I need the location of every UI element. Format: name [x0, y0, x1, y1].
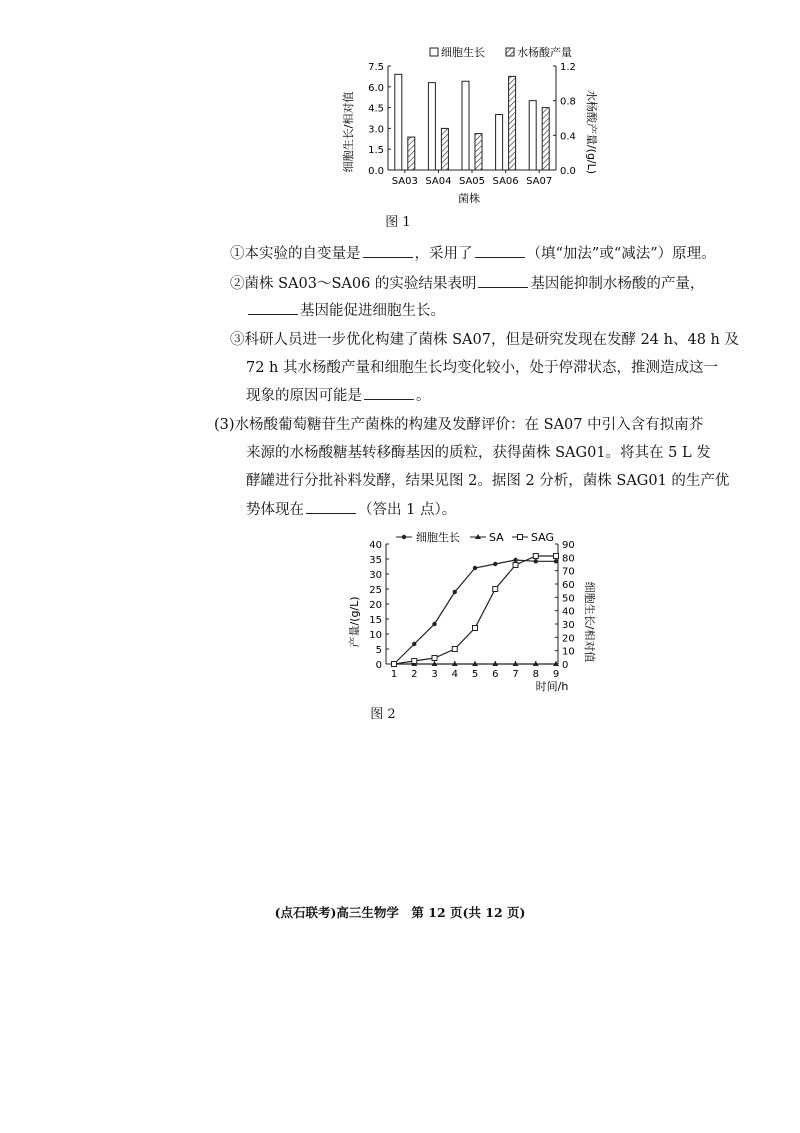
legend-swatch-sa-yield: [506, 48, 514, 56]
figure-2-y-right-label: 细胞生长/相对值: [583, 581, 596, 663]
figure-1-bar-chart: [338, 40, 598, 210]
y-left-tick-label: 4.5: [368, 103, 384, 115]
point-cell-growth: [513, 558, 517, 562]
figure-2-legend: [396, 530, 554, 544]
y-left-tick-label: 30: [369, 570, 382, 581]
q1-text-c: （填“加法”或“减法”）原理。: [526, 246, 716, 262]
point-sag: [554, 554, 559, 559]
bar-cell-growth: [428, 83, 435, 170]
p3-text-d: 势体现在: [246, 502, 304, 518]
answer-blank[interactable]: [364, 385, 414, 400]
point-sag: [513, 563, 518, 568]
bar-cell-growth: [395, 74, 402, 170]
x-tick-label: SA04: [425, 176, 452, 187]
y-right-tick-label: 1.2: [560, 62, 576, 73]
y-left-tick-label: 25: [369, 585, 382, 596]
x-tick-label: 1: [390, 669, 398, 680]
q3-text-b: 72 h 其水杨酸产量和细胞生长均变化较小，处于停滞状态，推测造成这一: [246, 360, 719, 376]
y-right-tick-label: 20: [562, 633, 575, 645]
y-left-tick-label: 35: [369, 555, 382, 566]
x-tick-label: 4: [451, 669, 458, 680]
q3-text-a: ③科研人员进一步优化构建了菌株 SA07，但是研究发现在发酵 24 h、48 h 及: [230, 332, 739, 348]
part-3-line-3: [246, 471, 729, 491]
bar-cell-growth: [529, 101, 536, 170]
y-left-tick-label: 1.5: [368, 145, 384, 157]
legend-label-cell-growth: 细胞生长: [416, 531, 460, 544]
figure-1-bars: [395, 74, 549, 170]
x-tick-label: 7: [512, 669, 519, 680]
legend-marker-cell-growth: [402, 535, 406, 539]
x-tick-label: 2: [411, 669, 418, 680]
answer-blank[interactable]: [306, 499, 356, 514]
y-left-tick-label: 7.5: [368, 62, 384, 73]
figure-2-series: [391, 554, 559, 667]
q2-text-b: 基因能抑制水杨酸的产量，: [530, 276, 705, 292]
point-cell-growth: [493, 562, 497, 566]
page-footer: (点石联考)高三生物学 第 12 页(共 12 页): [274, 905, 526, 920]
x-tick-label: 6: [492, 669, 499, 680]
x-tick-label: 8: [532, 669, 539, 680]
p3-text-e: （答出 1 点）。: [358, 502, 457, 518]
x-tick-label: SA05: [458, 176, 486, 187]
part-3-line-4: [246, 499, 456, 520]
y-left-tick-label: 15: [369, 615, 382, 626]
point-sag: [392, 662, 397, 667]
q3-text-d: 。: [416, 388, 431, 404]
q2-text-c: 基因能促进细胞生长。: [300, 303, 445, 319]
x-tick-label: 5: [471, 669, 479, 680]
x-tick-label: SA07: [526, 176, 553, 187]
y-right-tick-label: 0.8: [560, 96, 576, 108]
figure-1-legend: [430, 45, 572, 59]
x-tick-label: SA03: [391, 176, 418, 187]
bar-sa-yield: [509, 76, 516, 170]
answer-blank[interactable]: [475, 243, 525, 258]
point-cell-growth: [554, 559, 558, 563]
x-tick-label: SA06: [492, 176, 519, 187]
question-2-line-2: [246, 300, 445, 321]
y-right-tick-label: 0.4: [560, 131, 576, 143]
point-sag: [432, 656, 437, 661]
legend-marker-sag: [518, 535, 523, 540]
y-right-tick-label: 80: [562, 553, 575, 565]
answer-blank[interactable]: [478, 273, 528, 288]
bar-sa-yield: [542, 108, 549, 170]
y-right-tick-label: 30: [562, 620, 575, 631]
figure-1-caption: 图 1: [385, 215, 411, 230]
bar-cell-growth: [462, 81, 469, 170]
answer-blank[interactable]: [248, 300, 298, 315]
bar-sa-yield: [441, 128, 448, 170]
figure-2-x-label: 时间/h: [535, 680, 569, 693]
y-left-tick-label: 10: [369, 630, 382, 641]
y-right-tick-label: 50: [562, 593, 575, 605]
q3-text-c: 现象的原因可能是: [246, 388, 362, 404]
y-right-tick-label: 60: [562, 580, 575, 591]
q1-text-b: ，采用了: [414, 246, 473, 262]
point-sag: [412, 659, 417, 664]
question-1: [230, 243, 716, 264]
y-left-tick-label: 0.0: [368, 166, 384, 177]
series-line-细胞生长: [394, 560, 556, 664]
legend-label-sag: SAG: [531, 531, 555, 544]
point-cell-growth: [534, 559, 538, 563]
y-left-tick-label: 5: [375, 645, 382, 656]
legend-swatch-cell-growth: [430, 48, 438, 56]
figure-2-y-left-label: 产量/(g/L): [348, 596, 361, 648]
legend-label-cell-growth: 细胞生长: [441, 46, 485, 59]
bar-cell-growth: [496, 115, 503, 170]
y-right-tick-label: 40: [562, 606, 575, 618]
point-sag: [452, 647, 457, 652]
question-3-line-3: [246, 385, 431, 406]
series-line-SAG: [394, 556, 556, 664]
legend-label-sa-yield: 水杨酸产量: [517, 46, 572, 59]
x-tick-label: 3: [431, 669, 438, 680]
part-3-line-1: [214, 415, 703, 435]
point-cell-growth: [412, 642, 416, 646]
point-sag: [473, 626, 478, 631]
y-right-tick-label: 10: [562, 646, 575, 658]
part-3-line-2: [246, 443, 711, 463]
figure-1-y-left-label: 细胞生长/相对值: [342, 91, 355, 173]
figure-2-line-chart: [346, 528, 596, 693]
figure-1-x-label: 菌株: [458, 192, 480, 205]
y-left-tick-label: 40: [369, 540, 382, 551]
y-left-tick-label: 20: [369, 600, 382, 611]
point-sag: [533, 554, 538, 559]
bar-sa-yield: [475, 134, 482, 170]
y-right-tick-label: 90: [562, 540, 575, 551]
y-right-tick-label: 0.0: [560, 166, 576, 177]
figure-1-y-right-label: 水杨酸产量/(g/L): [585, 89, 598, 175]
point-cell-growth: [473, 566, 477, 570]
p3-text-c: 酵罐进行分批补料发酵，结果见图 2。据图 2 分析，菌株 SAG01 的生产优: [246, 473, 730, 489]
y-right-tick-label: 70: [562, 566, 575, 578]
x-tick-label: 9: [552, 669, 560, 680]
point-sag: [493, 587, 498, 592]
question-2-line-1: [230, 273, 704, 294]
y-right-tick-label: 0: [562, 660, 569, 671]
legend-label-sa: SA: [489, 531, 504, 544]
y-left-tick-label: 6.0: [368, 82, 384, 94]
y-left-tick-label: 3.0: [368, 124, 384, 136]
p3-text-b: 来源的水杨酸糖基转移酶基因的质粒，获得菌株 SAG01。将其在 5 L 发: [246, 445, 711, 461]
p3-text-a: (3)水杨酸葡萄糖苷生产菌株的构建及发酵评价：在 SA07 中引入含有拟南芥: [214, 417, 704, 433]
bar-sa-yield: [408, 137, 415, 170]
q1-text-a: ①本实验的自变量是: [230, 246, 361, 262]
point-cell-growth: [432, 622, 436, 626]
answer-blank[interactable]: [363, 243, 413, 258]
q2-text-a: ②菌株 SA03～SA06 的实验结果表明: [230, 276, 477, 292]
point-cell-growth: [453, 590, 457, 594]
y-left-tick-label: 0: [375, 660, 382, 671]
question-3-line-2: [246, 358, 718, 378]
figure-2-caption: 图 2: [370, 707, 396, 722]
question-3-line-1: [230, 330, 739, 350]
